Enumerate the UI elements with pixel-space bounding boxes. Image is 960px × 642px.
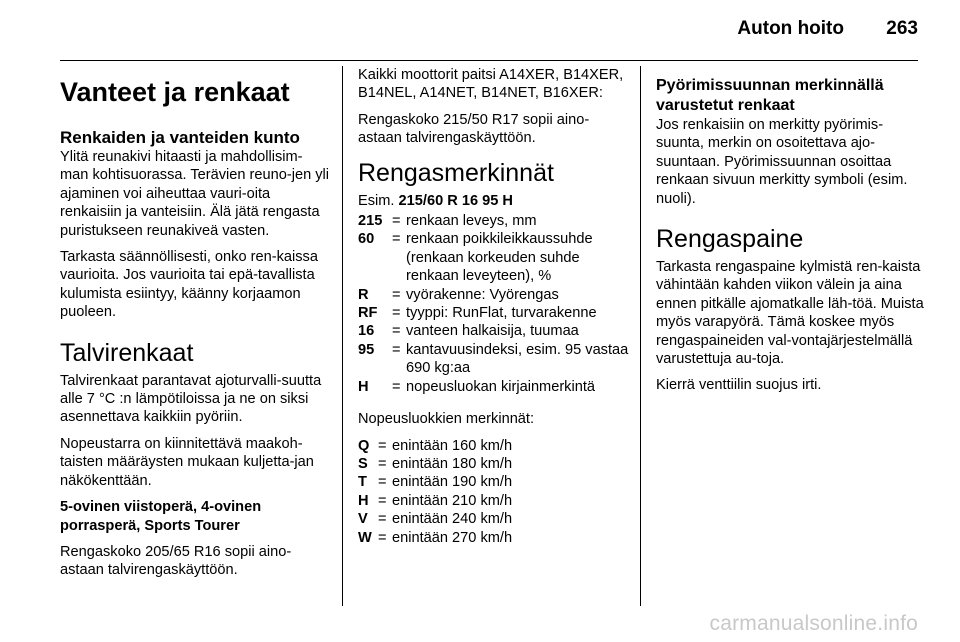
definition-sep: = (392, 323, 401, 340)
speed-sep: = (378, 474, 387, 491)
definition-sep: = (392, 305, 401, 322)
page-header (60, 16, 918, 44)
definition-key: R (358, 286, 369, 303)
subheading-body-types: 5-ovinen viistoperä, 4-ovinen porrasperä, Sports Tourer (60, 499, 262, 534)
definition-list (358, 212, 630, 396)
section-heading-tire-condition: Renkaiden ja vanteiden kunto (60, 128, 300, 147)
definition-row (358, 230, 630, 285)
paragraph: Nopeustarra on kiinnitettävä maakoh-taisten määräysten mukaan kuljetta-jan näkökenttään. (60, 435, 314, 489)
paragraph: Kaikki moottorit paitsi A14XER, B14XER, B14NEL, A14NET, B14NET, B16XER: (358, 67, 624, 102)
speed-sep: = (378, 511, 387, 528)
speed-key: T (358, 474, 367, 491)
speed-key: V (358, 511, 368, 528)
speed-heading: Nopeusluokkien merkinnät: (358, 411, 535, 428)
section-heading-tire-markings: Rengasmerkinnät (358, 158, 554, 187)
definition-sep: = (392, 231, 401, 248)
speed-row (358, 492, 630, 510)
definition-key: 215 (358, 213, 383, 230)
main-heading: Vanteet ja renkaat (60, 77, 290, 107)
speed-key: Q (358, 437, 370, 454)
definition-value: nopeusluokan kirjainmerkintä (406, 378, 596, 395)
speed-value: enintään 270 km/h (392, 529, 513, 546)
column-divider (342, 66, 343, 606)
speed-key: H (358, 492, 369, 509)
definition-key: 16 (358, 323, 375, 340)
definition-row (358, 304, 630, 322)
paragraph: Tarkasta säännöllisesti, onko ren-kaissa vaurioita. Jos vaurioita tai epä-tavallista kulumista esiintyy, käänny korjaamon puoleen. (60, 249, 318, 321)
column-2 (358, 66, 630, 557)
header-title: Auton hoito (737, 18, 844, 39)
header-rule (60, 60, 918, 61)
definition-value: renkaan leveys, mm (406, 213, 537, 230)
paragraph: Jos renkaisiin on merkitty pyörimis-suunta, merkin on osoitettava ajo-suuntaan. Pyörimissuunnan osoittaa renkaan sivuun merkitty symboli (esim. nuoli). (656, 117, 908, 207)
speed-row (358, 473, 630, 491)
column-divider (640, 66, 641, 606)
speed-list (358, 437, 630, 547)
definition-sep: = (392, 286, 401, 303)
definition-key: 95 (358, 341, 375, 358)
definition-key: 60 (358, 231, 375, 248)
speed-value: enintään 180 km/h (392, 455, 513, 472)
definition-value: kantavuusindeksi, esim. 95 vastaa 690 kg:aa (406, 341, 629, 377)
watermark: carmanualsonline.info (709, 612, 918, 635)
definition-row (358, 212, 630, 230)
speed-key: W (358, 529, 372, 546)
speed-sep: = (378, 437, 387, 454)
speed-value: enintään 210 km/h (392, 492, 513, 509)
example-label: Esim. (358, 192, 399, 209)
definition-value: vanteen halkaisija, tuumaa (406, 323, 579, 340)
column-1 (60, 66, 330, 588)
page-number: 263 (886, 18, 918, 39)
speed-row (358, 510, 630, 528)
paragraph: Talvirenkaat parantavat ajoturvalli-suutta alle 7 °C :n lämpötiloissa ja ne on siksi asennettava kaikkiin pyöriin. (60, 372, 322, 426)
speed-sep: = (378, 492, 387, 509)
paragraph: Rengaskoko 205/65 R16 sopii aino-astaan talvirengaskäyttöön. (60, 543, 292, 579)
definition-row (358, 341, 630, 378)
paragraph: Rengaskoko 215/50 R17 sopii aino-astaan talvirengaskäyttöön. (358, 111, 590, 147)
paragraph: Tarkasta rengaspaine kylmistä ren-kaista vähintään kahden viikon välein ja aina ennen pitkälle ajomatkalle läh-töä. Muista myös varapyörä. Tämä koskee myös rengaspaineiden val-vontajärjestelmällä varustettuja au-toja. (656, 259, 924, 368)
definition-sep: = (392, 378, 401, 395)
definition-row (358, 322, 630, 340)
definition-row (358, 286, 630, 304)
definition-sep: = (392, 341, 401, 358)
paragraph: Kierrä venttiilin suojus irti. (656, 377, 822, 394)
section-heading-winter-tires: Talvirenkaat (60, 338, 194, 367)
speed-sep: = (378, 455, 387, 472)
definition-value: vyörakenne: Vyörengas (406, 286, 559, 303)
definition-value: tyyppi: RunFlat, turvarakenne (406, 305, 597, 322)
column-3 (656, 66, 924, 403)
definition-value: renkaan poikkileikkaussuhde (renkaan korkeuden suhde renkaan leveyteen), % (406, 231, 593, 285)
example-line (358, 192, 630, 210)
example-value: 215/60 R 16 95 H (398, 192, 513, 209)
speed-row (358, 529, 630, 547)
paragraph: Ylitä reunakivi hitaasti ja mahdollisim-man kohtisuorassa. Terävien reuno-jen yli ajaminen voi aiheuttaa vauri-oita renkaisiin ja vanteisiin. Älä jätä rengasta puristukseen reunakiveä vasten. (60, 149, 330, 239)
definition-key: H (358, 378, 369, 395)
definition-key: RF (358, 305, 378, 322)
section-heading-rotation: Pyörimissuunnan merkinnällä varustetut renkaat (656, 77, 884, 114)
speed-row (358, 437, 630, 455)
speed-row (358, 455, 630, 473)
definition-row (358, 378, 630, 396)
section-heading-tire-pressure: Rengaspaine (656, 225, 804, 254)
speed-value: enintään 240 km/h (392, 511, 513, 528)
definition-sep: = (392, 213, 401, 230)
speed-value: enintään 160 km/h (392, 437, 513, 454)
speed-sep: = (378, 529, 387, 546)
speed-key: S (358, 455, 368, 472)
speed-value: enintään 190 km/h (392, 474, 513, 491)
